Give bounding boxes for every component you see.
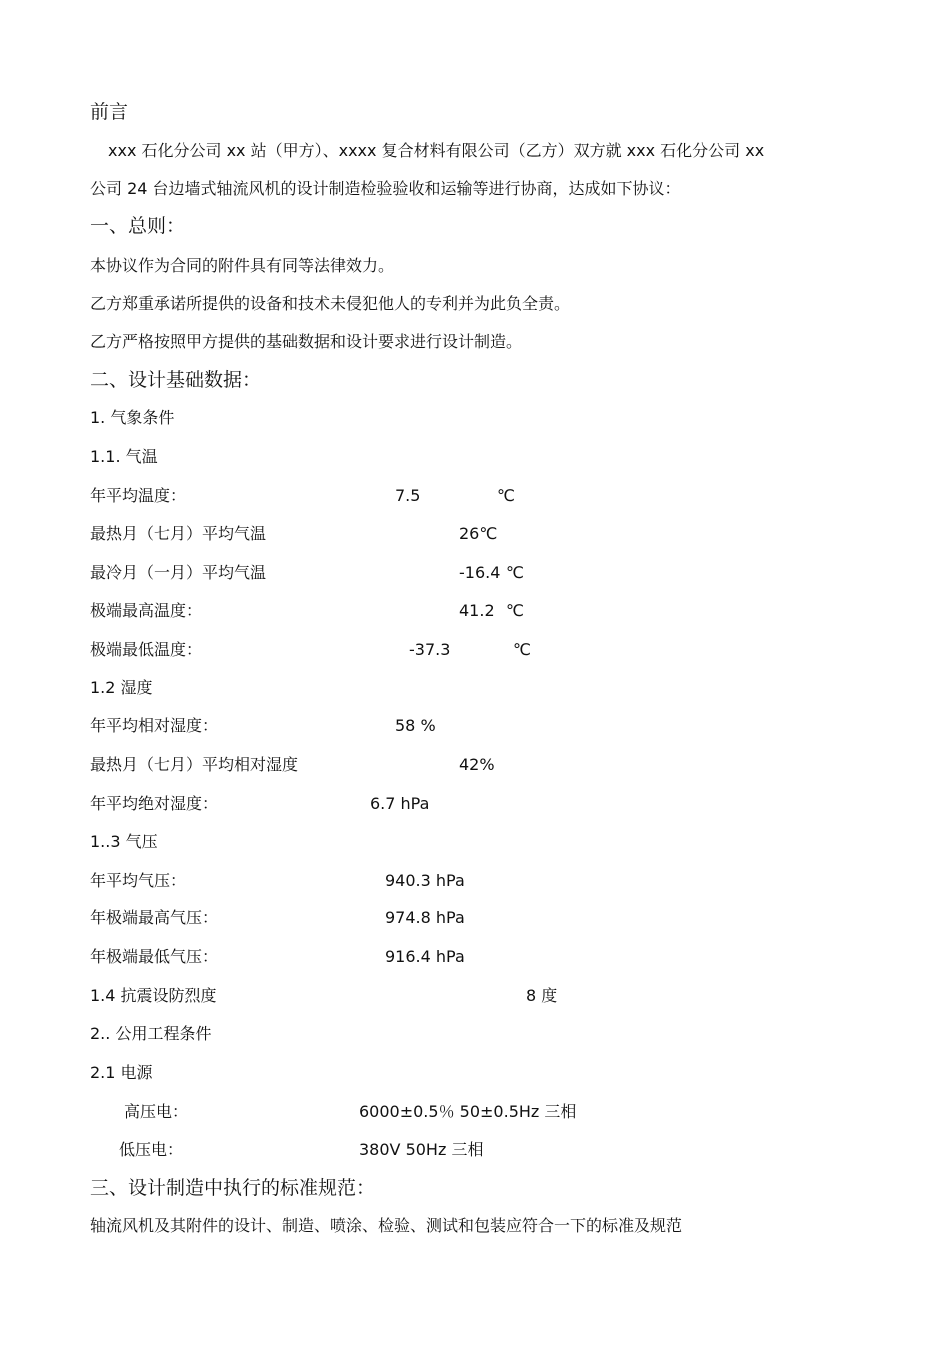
pressure-value: 940.3 hPa <box>385 871 465 890</box>
temp-label: 年平均温度： <box>90 486 187 505</box>
humidity-title: 1.2 湿度 <box>90 678 153 697</box>
power-value: 380V 50Hz 三相 <box>359 1140 484 1159</box>
power-title: 2.1 电源 <box>90 1063 153 1082</box>
temp-label: 最热月（七月）平均气温 <box>90 524 267 543</box>
pressure-title: 1..3 气压 <box>90 832 158 851</box>
pressure-label: 年极端最高气压： <box>90 908 219 927</box>
pressure-label: 年平均气压： <box>90 871 187 890</box>
humidity-value: 58 % <box>395 716 436 735</box>
section1-item: 乙方严格按照甲方提供的基础数据和设计要求进行设计制造。 <box>90 332 523 351</box>
section3-text: 轴流风机及其附件的设计、制造、喷涂、检验、测试和包装应符合一下的标准及规范 <box>90 1216 683 1235</box>
temp-value: 41.2 <box>459 601 495 620</box>
temperature-title: 1.1. 气温 <box>90 447 158 466</box>
humidity-label: 最热月（七月）平均相对湿度 <box>90 755 299 774</box>
power-label: 低压电： <box>119 1140 184 1159</box>
temp-unit: ℃ <box>513 640 531 659</box>
section1-item: 本协议作为合同的附件具有同等法律效力。 <box>90 256 395 275</box>
temp-label: 最冷月（一月）平均气温 <box>90 563 267 582</box>
section3-heading: 三、设计制造中执行的标准规范： <box>90 1177 376 1199</box>
temp-unit: ℃ <box>506 601 524 620</box>
temp-label: 极端最低温度： <box>90 640 203 659</box>
humidity-label: 年平均相对湿度： <box>90 716 219 735</box>
section2-heading: 二、设计基础数据： <box>90 369 262 391</box>
pressure-label: 年极端最低气压： <box>90 947 219 966</box>
power-value: 6000±0.5％ 50±0.5Hz 三相 <box>359 1102 577 1121</box>
power-label: 高压电： <box>124 1102 189 1121</box>
weather-title: 1. 气象条件 <box>90 408 175 427</box>
pressure-value: 974.8 hPa <box>385 908 465 927</box>
pressure-value: 916.4 hPa <box>385 947 465 966</box>
section1-item: 乙方郑重承诺所提供的设备和技术未侵犯他人的专利并为此负全责。 <box>90 294 571 313</box>
temp-value: 7.5 <box>395 486 421 505</box>
seismic-title: 1.4 抗震设防烈度 <box>90 986 217 1005</box>
temp-label: 极端最高温度： <box>90 601 203 620</box>
temp-unit: ℃ <box>506 563 524 582</box>
temp-unit: ℃ <box>497 486 515 505</box>
temp-value: -16.4 <box>459 563 501 582</box>
humidity-label: 年平均绝对湿度： <box>90 794 219 813</box>
humidity-value: 42% <box>459 755 495 774</box>
preface-intro-line1: xxx 石化分公司 xx 站（甲方）、xxxx 复合材料有限公司（乙方）双方就 xxx 石化分公司 xx <box>108 141 765 160</box>
preface-intro-line2: 公司 24 台边墙式轴流风机的设计制造检验验收和运输等进行协商，达成如下协议： <box>90 179 681 198</box>
humidity-value: 6.7 hPa <box>370 794 430 813</box>
temp-value: 26℃ <box>459 524 498 543</box>
utilities-title: 2.. 公用工程条件 <box>90 1024 212 1043</box>
seismic-value: 8 度 <box>526 986 558 1005</box>
temp-value: -37.3 <box>409 640 451 659</box>
preface-title: 前言 <box>90 101 129 123</box>
section1-heading: 一、总则： <box>90 215 186 237</box>
